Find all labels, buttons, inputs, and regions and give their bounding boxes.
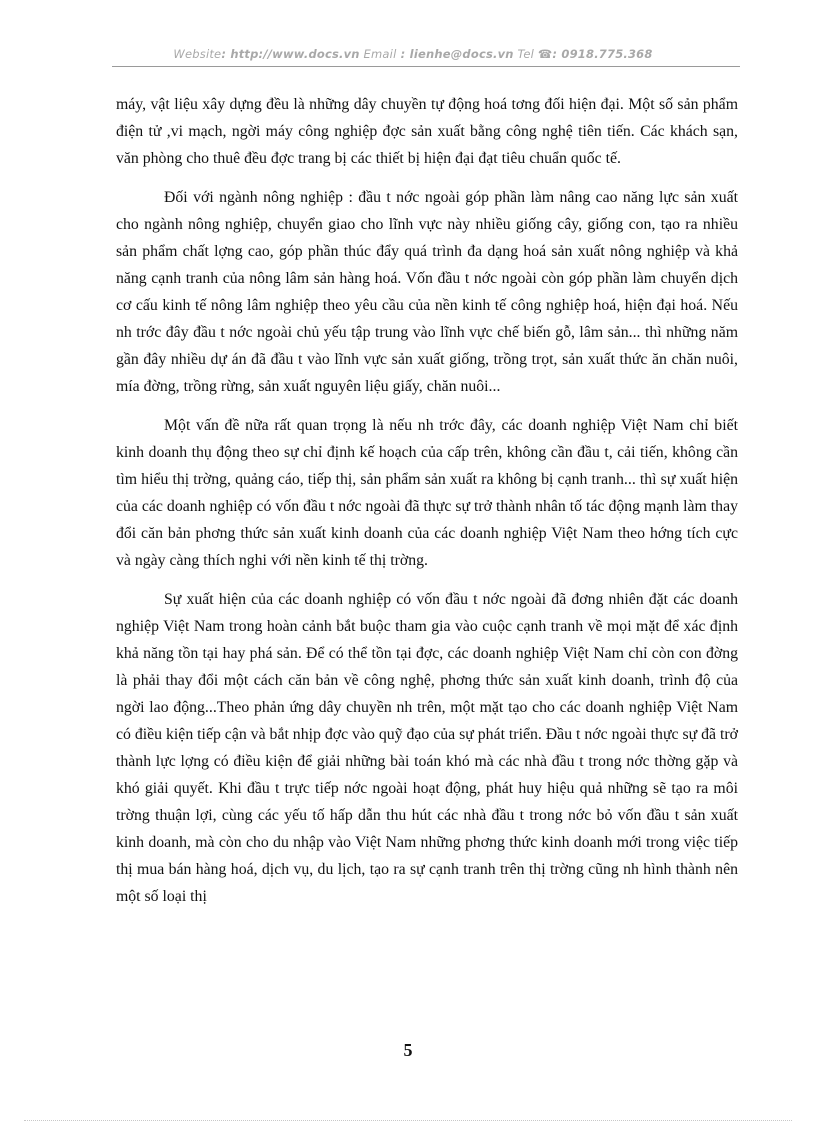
- website-label: Website: [173, 47, 222, 61]
- paragraph: Sự xuất hiện của các doanh nghiệp có vốn đầu t nớc ngoài đã đơng nhiên đặt các doanh nghiệp Việt Nam trong hoàn cảnh bắt buộc tham gia vào cuộc cạnh tranh về mọi mặt để xác định khả năng tồn tại hay phá sản. Để có thể tồn tại đợc, các doanh nghiệp Việt Nam chỉ còn con đờng là phải thay đổi một cách căn bản về công nghệ, phơng thức sản xuất kinh doanh, trình độ của ngời lao động...Theo phản ứng dây chuyền nh trên, một mặt tạo cho các doanh nghiệp Việt Nam có điều kiện tiếp cận và bắt nhịp đợc vào quỹ đạo của sự phát triển. Đầu t nớc ngoài thực sự đã trở thành lực lợng có điều kiện để giải những bài toán khó mà các nhà đầu t trong nớc thờng gặp và khó giải quyết. Khi đầu t trực tiếp nớc ngoài hoạt động, phát huy hiệu quả những sẽ tạo ra môi trờng thuận lợi, cùng các yếu tố hấp dẫn thu hút các nhà đầu t trong nớc bỏ vốn đầu t sản xuất kinh doanh, mà còn cho du nhập vào Việt Nam những phơng thức kinh doanh mới trong việc tiếp thị mua bán hàng hoá, dịch vụ, du lịch, tạo ra sự cạnh tranh trên thị trờng cũng nh hình thành nên một số loại thị: [116, 591, 738, 905]
- page-number: 5: [403, 1040, 413, 1060]
- paragraph: Một vấn đề nữa rất quan trọng là nếu nh trớc đây, các doanh nghiệp Việt Nam chỉ biết kinh doanh thụ động theo sự chỉ định kế hoạch của cấp trên, không cần đầu t, cải tiến, không cần tìm hiểu thị trờng, quảng cáo, tiếp thị, sản phẩm sản xuất ra không bị cạnh tranh... thì sự xuất hiện của các doanh nghiệp có vốn đầu t nớc ngoài đã thực sự trở thành nhân tố tác động mạnh làm thay đổi căn bản phơng thức sản xuất kinh doanh của các doanh nghiệp Việt Nam theo hớng tích cực và ngày càng thích nghi với nền kinh tế thị trờng.: [116, 417, 738, 569]
- phone-icon: ☎: [537, 47, 553, 61]
- document-body: [116, 91, 738, 922]
- email-label: Email: [359, 47, 397, 61]
- header-divider: [112, 66, 740, 67]
- phone-number: : 0918.775.368: [552, 47, 653, 61]
- footer-divider: [24, 1120, 792, 1121]
- tel-label: Tel: [513, 47, 538, 61]
- website-url: : http://www.docs.vn: [221, 47, 360, 61]
- email-address: : lienhe@docs.vn: [396, 47, 514, 61]
- paragraph: máy, vật liệu xây dựng đều là những dây chuyền tự động hoá tơng đối hiện đại. Một số sản phẩm điện tử ,vi mạch, ngời máy công nghiệp đợc sản xuất bằng công nghệ tiên tiến. Các khách sạn, văn phòng cho thuê đều đợc trang bị các thiết bị hiện đại đạt tiêu chuẩn quốc tế.: [116, 96, 738, 167]
- paragraph: Đối với ngành nông nghiệp : đầu t nớc ngoài góp phần làm nâng cao năng lực sản xuất cho ngành nông nghiệp, chuyển giao cho lĩnh vực này nhiều giống cây, giống con, tạo ra nhiều sản phẩm chất lợng cao, góp phần thúc đẩy quá trình đa dạng hoá sản xuất nông nghiệp và khả năng cạnh tranh của nông lâm sản hàng hoá. Vốn đầu t nớc ngoài còn góp phần làm chuyển dịch cơ cấu kinh tế nông lâm nghiệp theo yêu cầu của nền kinh tế công nghiệp hoá, hiện đại hoá. Nếu nh trớc đây đầu t nớc ngoài chủ yếu tập trung vào lĩnh vực chế biến gỗ, lâm sản... thì những năm gần đây nhiều dự án đã đầu t vào lĩnh vực sản xuất giống, trồng trọt, sản xuất thức ăn chăn nuôi, mía đờng, trồng rừng, sản xuất nguyên liệu giấy, chăn nuôi...: [116, 189, 738, 395]
- page-header: [88, 47, 738, 61]
